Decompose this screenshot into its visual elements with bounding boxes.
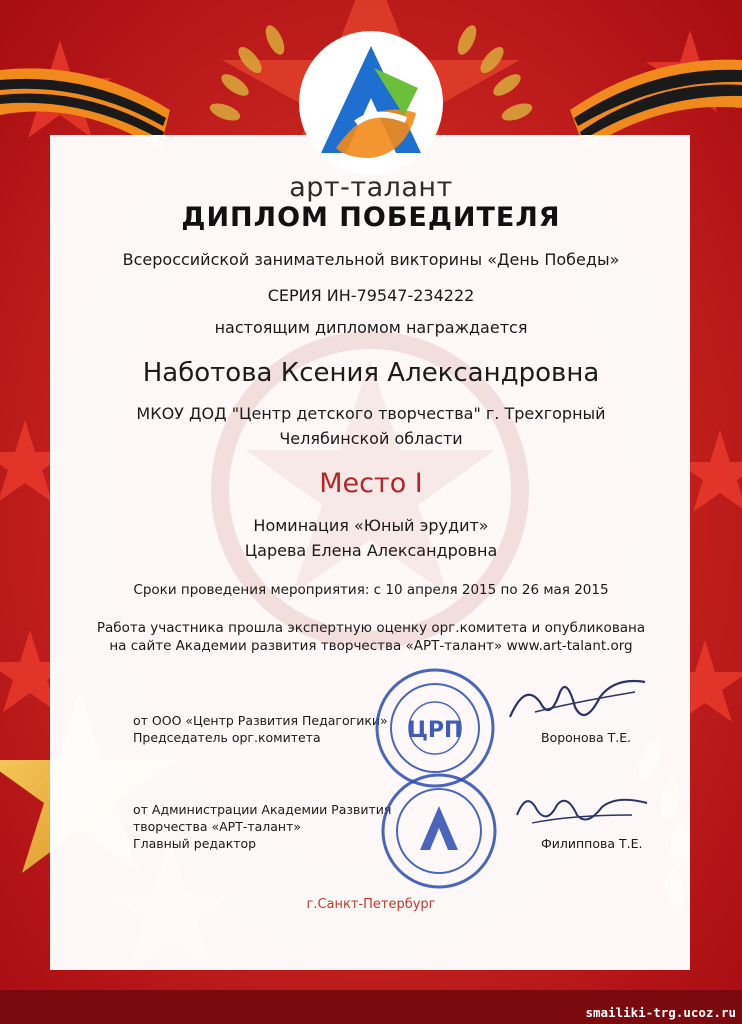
place-award: Место I <box>319 468 423 499</box>
signature-2-org: от Администрации Академии Развития <box>133 802 392 817</box>
footer-watermark: smailiki-trg.ucoz.ru <box>585 1005 736 1020</box>
nomination: Номинация «Юный эрудит» <box>253 516 489 535</box>
city: г.Санкт-Петербург <box>306 897 436 912</box>
signature-2-role: Главный редактор <box>133 836 257 851</box>
stamp-art-talant-icon <box>378 770 500 892</box>
diploma-title: ДИПЛОМ ПОБЕДИТЕЛЯ <box>181 202 561 233</box>
note-line-2: на сайте Академии развития творчества «АРТ-талант» www.art-talant.org <box>109 638 633 654</box>
organization-line-2: Челябинской области <box>279 429 463 448</box>
brand-name: арт-талант <box>289 172 453 203</box>
note-line-1: Работа участника прошла экспертную оценку орг.комитета и опубликована <box>96 620 646 636</box>
signature-2-handwriting <box>512 785 652 835</box>
signature-1-handwriting <box>505 672 655 732</box>
event-name: Всероссийской занимательной викторины «День Победы» <box>122 250 620 269</box>
supervisor-name: Царева Елена Александровна <box>244 541 498 560</box>
signature-2-org-line-2: творчества «АРТ-талант» <box>133 819 302 834</box>
signature-1-role: Председатель орг.комитета <box>133 730 321 745</box>
signature-2-name: Филиппова Т.Е. <box>541 836 643 851</box>
stamp-crp-text: ЦРП <box>407 718 463 743</box>
art-talant-a-logo-icon <box>296 28 446 178</box>
event-dates: Сроки проведения мероприятия: с 10 апреля 2015 по 26 мая 2015 <box>133 582 609 598</box>
recipient-name: Наботова Ксения Александровна <box>142 358 600 388</box>
series-number: СЕРИЯ ИН-79547-234222 <box>267 286 475 305</box>
signature-1-org: от ООО «Центр Развития Педагогики» <box>133 713 388 728</box>
organization-line-1: МКОУ ДОД "Центр детского творчества" г. Трехгорный <box>136 404 606 423</box>
awarded-text: настоящим дипломом награждается <box>214 318 528 337</box>
signature-1-name: Воронова Т.Е. <box>541 730 632 745</box>
